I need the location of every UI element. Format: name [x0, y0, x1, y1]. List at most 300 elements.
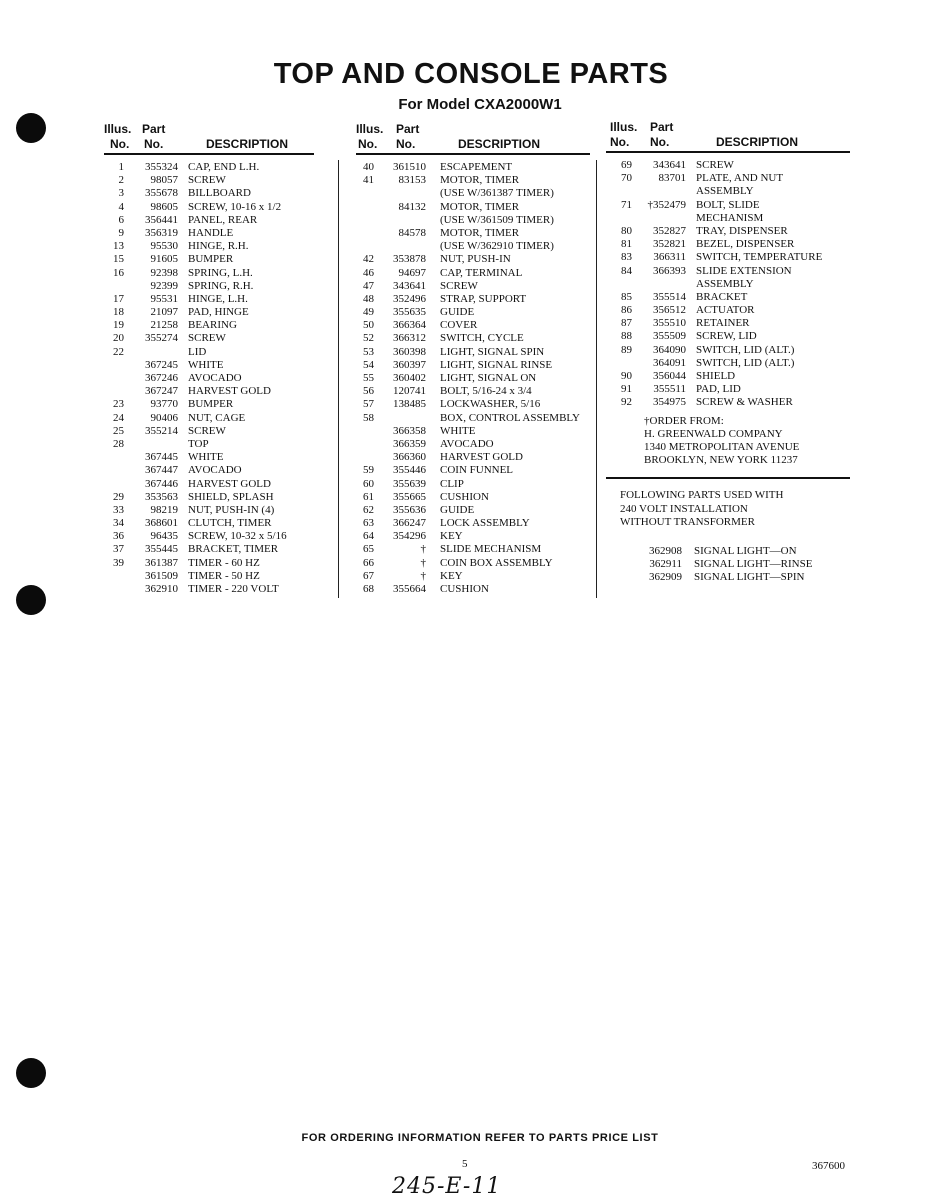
parts-row	[356, 227, 590, 240]
illus-number: 13	[113, 240, 124, 253]
part-description: SCREW	[188, 174, 226, 187]
part-number: 364090	[653, 343, 686, 356]
illus-number: 50	[363, 319, 374, 332]
illus-number: 6	[118, 213, 124, 226]
part-description: HANDLE	[188, 226, 234, 239]
parts-row	[104, 543, 314, 556]
part-number: †	[420, 543, 426, 556]
parts-row	[606, 225, 850, 238]
column-divider	[338, 160, 339, 598]
part-description: BEARING	[188, 319, 237, 332]
parts-row	[104, 398, 314, 411]
part-description: CUSHION	[440, 490, 489, 503]
part-description: BOX, CONTROL ASSEMBLY	[440, 411, 580, 424]
part-number: 355664	[393, 583, 426, 595]
part-number: 355639	[393, 477, 426, 490]
part-number: 360398	[393, 345, 426, 358]
parts-row	[356, 570, 590, 583]
parts-row	[104, 346, 314, 359]
parts-row	[356, 201, 590, 214]
illus-number: 1	[118, 161, 124, 173]
part-number: 84578	[398, 226, 426, 239]
parts-row	[356, 293, 590, 306]
parts-row	[356, 346, 590, 359]
order-from-line: 1340 METROPOLITAN AVENUE	[644, 440, 800, 453]
illus-number: 46	[363, 266, 374, 279]
illus-number: 66	[363, 556, 374, 569]
parts-row	[356, 372, 590, 385]
part-description: AVOCADO	[440, 437, 494, 450]
parts-row	[606, 383, 850, 396]
part-description: SCREW, LID	[696, 330, 757, 343]
parts-row	[104, 319, 314, 332]
part-number: 96435	[150, 530, 178, 543]
handwritten-note: 245-E-11	[392, 1174, 502, 1199]
part-number: 355509	[653, 330, 686, 343]
part-number: 355514	[653, 290, 686, 303]
parts-row	[606, 251, 850, 264]
parts-row	[104, 425, 314, 438]
part-number: 355445	[145, 543, 178, 556]
header-illus: Illus.	[356, 122, 384, 136]
parts-row	[104, 174, 314, 187]
part-description: BOLT, 5/16-24 x 3/4	[440, 385, 532, 398]
part-number: 362909	[649, 571, 682, 584]
parts-row	[356, 425, 590, 438]
illus-number: 57	[363, 398, 374, 411]
parts-row	[104, 570, 314, 583]
illus-number: 42	[363, 253, 374, 266]
illus-number: 92	[621, 396, 632, 409]
column-header	[104, 120, 314, 155]
parts-row	[104, 280, 314, 293]
part-description: SCREW, 10-32 x 5/16	[188, 530, 287, 543]
header-part-no: No.	[396, 137, 416, 151]
part-description: MECHANISM	[696, 211, 764, 224]
part-number: 360397	[393, 358, 426, 371]
parts-row	[356, 280, 590, 293]
illus-number: 83	[621, 251, 632, 264]
parts-row	[104, 214, 314, 227]
part-description: HARVEST GOLD	[188, 477, 271, 490]
illus-number: 15	[113, 253, 124, 266]
part-description: MOTOR, TIMER	[440, 200, 520, 213]
part-description: BOLT, SLIDE	[696, 198, 760, 211]
illus-number: 84	[621, 264, 632, 277]
parts-row	[606, 396, 850, 409]
parts-row	[606, 357, 850, 370]
illus-number: 61	[363, 490, 374, 503]
part-number: 343641	[393, 279, 426, 292]
parts-row	[356, 557, 590, 570]
part-number: 355678	[145, 187, 178, 200]
parts-row	[104, 267, 314, 280]
parts-row	[104, 253, 314, 266]
order-from-line: H. GREENWALD COMPANY	[644, 427, 783, 440]
part-number: 354975	[653, 396, 686, 409]
illus-number: 9	[118, 226, 124, 239]
illus-number: 68	[363, 583, 374, 595]
parts-row	[606, 265, 850, 278]
parts-row	[356, 253, 590, 266]
illus-number: 59	[363, 464, 374, 477]
illus-number: 16	[113, 266, 124, 279]
part-number: 352827	[653, 224, 686, 237]
parts-row	[356, 174, 590, 187]
part-description: TIMER - 220 VOLT	[188, 583, 279, 595]
illus-number: 63	[363, 517, 374, 530]
part-number: †	[420, 569, 426, 582]
part-description: SLIDE MECHANISM	[440, 543, 542, 556]
parts-row	[104, 478, 314, 491]
part-description: SPRING, R.H.	[188, 279, 254, 292]
parts-row	[104, 517, 314, 530]
parts-row	[356, 412, 590, 425]
illus-number: 49	[363, 306, 374, 319]
part-description: NUT, PUSH-IN	[440, 253, 511, 266]
part-number: 361387	[145, 556, 178, 569]
parts-row	[356, 504, 590, 517]
part-number: 355324	[145, 161, 178, 173]
parts-row	[356, 359, 590, 372]
part-description: LIGHT, SIGNAL ON	[440, 372, 537, 384]
parts-row	[606, 212, 850, 225]
parts-row	[104, 293, 314, 306]
part-number: 362910	[145, 583, 178, 595]
parts-row	[606, 370, 850, 383]
parts-row	[356, 267, 590, 280]
parts-row	[356, 319, 590, 332]
volt240-row	[606, 545, 850, 558]
part-description: COVER	[440, 319, 478, 332]
header-illus-no: No.	[358, 137, 378, 151]
part-number: 92398	[150, 266, 178, 279]
part-description: AVOCADO	[188, 464, 242, 477]
part-description: (USE W/361509 TIMER)	[440, 213, 554, 226]
part-description: TIMER - 50 HZ	[188, 569, 260, 582]
part-number: †	[420, 556, 426, 569]
note-line: FOLLOWING PARTS USED WITH	[620, 489, 784, 502]
parts-row	[356, 240, 590, 253]
illus-number: 36	[113, 530, 124, 543]
part-number: 90406	[150, 411, 178, 424]
illus-number: 34	[113, 517, 124, 530]
illus-number: 53	[363, 345, 374, 358]
part-description: BEZEL, DISPENSER	[696, 238, 795, 251]
part-description: PAD, HINGE	[188, 306, 249, 319]
parts-row	[104, 372, 314, 385]
part-number: 366247	[393, 517, 426, 530]
illus-number: 20	[113, 332, 124, 345]
part-number: 360402	[393, 372, 426, 384]
part-description: SCREW	[696, 159, 734, 171]
illus-number: 17	[113, 292, 124, 305]
illus-number: 58	[363, 411, 374, 424]
part-number: 366311	[653, 251, 686, 264]
parts-row	[104, 491, 314, 504]
part-number: 355665	[393, 490, 426, 503]
part-description: CLUTCH, TIMER	[188, 517, 272, 530]
document-number: 367600	[812, 1160, 845, 1172]
part-number: 84132	[398, 200, 426, 213]
illus-number: 56	[363, 385, 374, 398]
header-description: DESCRIPTION	[716, 135, 799, 149]
parts-row	[356, 214, 590, 227]
part-number: 138485	[393, 398, 426, 411]
parts-row	[356, 451, 590, 464]
part-description: SCREW	[188, 332, 226, 345]
parts-row	[356, 530, 590, 543]
parts-row	[606, 199, 850, 212]
parts-row	[356, 385, 590, 398]
part-description: SIGNAL LIGHT—RINSE	[694, 558, 813, 571]
part-number: 356044	[653, 370, 686, 382]
part-number: 98605	[150, 200, 178, 213]
part-number: 366358	[393, 424, 426, 437]
header-illus: Illus.	[610, 120, 638, 134]
parts-row	[356, 398, 590, 411]
illus-number: 60	[363, 477, 374, 490]
part-number: 93770	[150, 398, 178, 411]
illus-number: 24	[113, 411, 124, 424]
part-number: 362908	[649, 544, 682, 557]
part-description: WHITE	[188, 451, 224, 464]
parts-row	[104, 187, 314, 200]
column-header	[606, 118, 850, 153]
part-description: LID	[188, 345, 207, 358]
illus-number: 65	[363, 543, 374, 556]
part-description: TOP	[188, 437, 209, 450]
illus-number: 85	[621, 290, 632, 303]
part-number: 95531	[150, 292, 178, 305]
parts-row	[356, 187, 590, 200]
parts-row	[104, 530, 314, 543]
parts-row	[606, 344, 850, 357]
parts-row	[606, 159, 850, 172]
part-description: LOCKWASHER, 5/16	[440, 398, 541, 411]
part-description: GUIDE	[440, 503, 475, 516]
part-description: (USE W/361387 TIMER)	[440, 187, 554, 200]
part-description: BUMPER	[188, 398, 234, 411]
volt240-note	[606, 489, 850, 529]
part-description: SIGNAL LIGHT—ON	[694, 544, 797, 557]
part-number: 367446	[145, 477, 178, 490]
illus-number: 29	[113, 490, 124, 503]
parts-row	[104, 359, 314, 372]
part-description: SIGNAL LIGHT—SPIN	[694, 571, 805, 584]
part-number: 355510	[653, 317, 686, 330]
header-illus: Illus.	[104, 122, 132, 136]
part-description: WHITE	[440, 424, 476, 437]
parts-row	[356, 464, 590, 477]
illus-number: 55	[363, 372, 374, 384]
parts-row	[606, 330, 850, 343]
part-number: 367245	[145, 358, 178, 371]
part-number: 91605	[150, 253, 178, 266]
parts-row	[356, 306, 590, 319]
header-description: DESCRIPTION	[206, 137, 289, 151]
illus-number: 23	[113, 398, 124, 411]
volt240-rows	[606, 545, 850, 585]
part-number: 367247	[145, 385, 178, 398]
parts-row	[356, 161, 590, 174]
part-number: 356441	[145, 213, 178, 226]
part-description: SCREW	[188, 424, 226, 437]
part-description: PANEL, REAR	[188, 213, 258, 226]
illus-number: 91	[621, 383, 632, 396]
part-number: 352496	[393, 292, 426, 305]
part-description: SPRING, L.H.	[188, 266, 253, 279]
binder-hole-bottom	[16, 1058, 46, 1088]
part-number: 361509	[145, 569, 178, 582]
part-description: MOTOR, TIMER	[440, 226, 520, 239]
page-number: 5	[462, 1158, 468, 1170]
illus-number: 41	[363, 174, 374, 187]
part-number: 368601	[145, 517, 178, 530]
parts-rows	[606, 153, 850, 410]
part-number: 366364	[393, 319, 426, 332]
parts-column-3	[606, 118, 850, 584]
part-number: 366312	[393, 332, 426, 345]
parts-row	[104, 161, 314, 174]
illus-number: 70	[621, 172, 632, 185]
part-description: LIGHT, SIGNAL SPIN	[440, 345, 545, 358]
parts-row	[104, 557, 314, 570]
illus-number: 25	[113, 424, 124, 437]
illus-number: 18	[113, 306, 124, 319]
part-description: PAD, LID	[696, 383, 741, 396]
part-description: STRAP, SUPPORT	[440, 292, 527, 305]
parts-row	[356, 478, 590, 491]
parts-row	[104, 504, 314, 517]
part-description: CAP, END L.H.	[188, 161, 260, 173]
part-description: TRAY, DISPENSER	[696, 224, 788, 237]
note-line: 240 VOLT INSTALLATION	[620, 502, 748, 515]
part-description: LIGHT, SIGNAL RINSE	[440, 358, 553, 371]
illus-number: 48	[363, 292, 374, 305]
illus-number: 22	[113, 345, 124, 358]
illus-number: 81	[621, 238, 632, 251]
part-number: 367445	[145, 451, 178, 464]
part-number: 356512	[653, 304, 686, 317]
part-description: LOCK ASSEMBLY	[440, 517, 530, 530]
illus-number: 28	[113, 437, 124, 450]
part-description: SHIELD, SPLASH	[188, 490, 274, 503]
parts-row	[104, 464, 314, 477]
illus-number: 64	[363, 530, 374, 543]
part-number: 367246	[145, 372, 178, 384]
illus-number: 4	[118, 200, 124, 213]
part-description: COIN BOX ASSEMBLY	[440, 556, 553, 569]
part-description: BUMPER	[188, 253, 234, 266]
part-description: BRACKET	[696, 290, 748, 303]
parts-row	[356, 543, 590, 556]
parts-row	[104, 306, 314, 319]
header-part: Part	[142, 122, 166, 136]
header-part: Part	[396, 122, 420, 136]
header-illus-no: No.	[110, 137, 130, 151]
part-description: HARVEST GOLD	[188, 385, 271, 398]
binder-hole-middle	[16, 585, 46, 615]
part-description: BILLBOARD	[188, 187, 251, 200]
part-description: CAP, TERMINAL	[440, 266, 523, 279]
illus-number: 90	[621, 370, 632, 382]
part-number: 353563	[145, 490, 178, 503]
part-number: 354296	[393, 530, 426, 543]
illus-number: 87	[621, 317, 632, 330]
parts-row	[356, 332, 590, 345]
part-description: HARVEST GOLD	[440, 451, 523, 464]
illus-number: 52	[363, 332, 374, 345]
part-number: 355636	[393, 503, 426, 516]
part-description: ESCAPEMENT	[440, 161, 513, 173]
part-description: SWITCH, LID (ALT.)	[696, 343, 795, 356]
part-number: 366393	[653, 264, 686, 277]
illus-number: 37	[113, 543, 124, 556]
header-part-no: No.	[144, 137, 164, 151]
order-from-line: †ORDER FROM:	[644, 414, 724, 427]
part-description: AVOCADO	[188, 372, 242, 384]
parts-row	[104, 332, 314, 345]
illus-number: 47	[363, 279, 374, 292]
header-illus-no: No.	[610, 135, 630, 149]
page-title: TOP AND CONSOLE PARTS	[273, 58, 669, 90]
binder-hole-top	[16, 113, 46, 143]
parts-row	[104, 240, 314, 253]
part-description: CUSHION	[440, 583, 489, 595]
parts-row	[104, 227, 314, 240]
part-number: 352821	[653, 238, 686, 251]
order-from-block	[606, 415, 850, 468]
part-number: 95530	[150, 240, 178, 253]
parts-row	[104, 451, 314, 464]
part-number: 92399	[150, 279, 178, 292]
part-description: (USE W/362910 TIMER)	[440, 240, 554, 253]
parts-row	[606, 238, 850, 251]
illus-number: 67	[363, 569, 374, 582]
illus-number: 39	[113, 556, 124, 569]
header-part-no: No.	[650, 135, 670, 149]
part-description: HINGE, R.H.	[188, 240, 249, 253]
parts-row	[356, 491, 590, 504]
part-number: 21258	[150, 319, 178, 332]
parts-row	[104, 583, 314, 596]
part-description: SCREW, 10-16 x 1/2	[188, 200, 282, 213]
part-description: SCREW & WASHER	[696, 396, 793, 409]
part-description: RETAINER	[696, 317, 750, 330]
page-subtitle: For Model CXA2000W1	[398, 96, 562, 113]
order-from-line: BROOKLYN, NEW YORK 11237	[644, 454, 798, 467]
note-line: WITHOUT TRANSFORMER	[620, 515, 755, 528]
illus-number: 71	[621, 198, 632, 211]
parts-row	[104, 385, 314, 398]
part-number: 353878	[393, 253, 426, 266]
parts-row	[606, 304, 850, 317]
parts-rows	[356, 155, 590, 596]
illus-number: 89	[621, 343, 632, 356]
volt240-row	[606, 558, 850, 571]
part-description: MOTOR, TIMER	[440, 174, 520, 187]
parts-row	[606, 185, 850, 198]
parts-row	[356, 583, 590, 596]
parts-row	[356, 438, 590, 451]
part-number: 21097	[150, 306, 178, 319]
header-description: DESCRIPTION	[458, 137, 541, 151]
parts-row	[606, 172, 850, 185]
part-number: 120741	[393, 385, 426, 398]
parts-row	[606, 278, 850, 291]
parts-column-2	[356, 120, 590, 596]
